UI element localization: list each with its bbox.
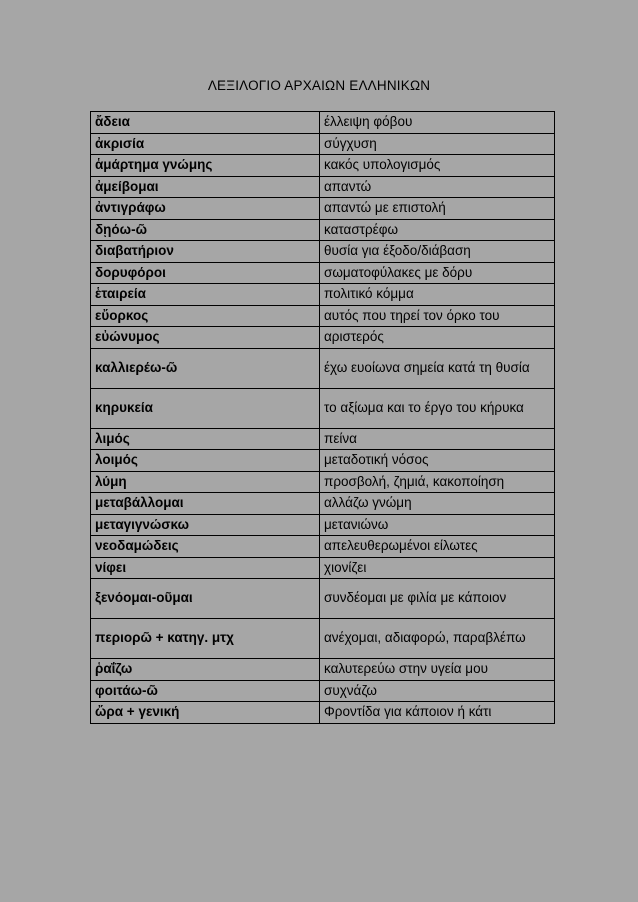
term-cell: νεοδαμώδεις: [91, 536, 320, 558]
term-cell: καλλιερέω-ῶ: [91, 348, 320, 388]
meaning-cell: κακός υπολογισμός: [320, 155, 555, 177]
term-cell: δῃόω-ῶ: [91, 219, 320, 241]
table-row: [91, 262, 555, 284]
term-cell: ἀντιγράφω: [91, 198, 320, 220]
term-cell: κηρυκεία: [91, 388, 320, 428]
term-cell: νίφει: [91, 557, 320, 579]
meaning-cell: Φροντίδα για κάποιον ή κάτι: [320, 702, 555, 724]
term-cell: ἑταιρεία: [91, 284, 320, 306]
table-row: [91, 680, 555, 702]
term-cell: μεταγιγνώσκω: [91, 514, 320, 536]
meaning-cell: πείνα: [320, 428, 555, 450]
meaning-cell: έλλειψη φόβου: [320, 112, 555, 134]
table-row: [91, 241, 555, 263]
meaning-cell: θυσία για έξοδο/διάβαση: [320, 241, 555, 263]
meaning-cell: καλυτερεύω στην υγεία μου: [320, 659, 555, 681]
term-cell: εὔορκος: [91, 305, 320, 327]
table-row: [91, 305, 555, 327]
meaning-cell: ανέχομαι, αδιαφορώ, παραβλέπω: [320, 619, 555, 659]
table-row: [91, 428, 555, 450]
meaning-cell: συνδέομαι με φιλία με κάποιον: [320, 579, 555, 619]
meaning-cell: χιονίζει: [320, 557, 555, 579]
meaning-cell: σύγχυση: [320, 133, 555, 155]
meaning-cell: πολιτικό κόμμα: [320, 284, 555, 306]
table-row: [91, 579, 555, 619]
table-row: [91, 619, 555, 659]
term-cell: φοιτάω-ῶ: [91, 680, 320, 702]
table-row: [91, 557, 555, 579]
term-cell: δορυφόροι: [91, 262, 320, 284]
term-cell: μεταβάλλομαι: [91, 493, 320, 515]
table-row: [91, 471, 555, 493]
table-row: [91, 327, 555, 349]
meaning-cell: μεταδοτική νόσος: [320, 450, 555, 472]
meaning-cell: απελευθερωμένοι είλωτες: [320, 536, 555, 558]
meaning-cell: αλλάζω γνώμη: [320, 493, 555, 515]
term-cell: περιορῶ + κατηγ. μτχ: [91, 619, 320, 659]
term-cell: ἁμάρτημα γνώμης: [91, 155, 320, 177]
table-row: [91, 284, 555, 306]
meaning-cell: μετανιώνω: [320, 514, 555, 536]
term-cell: ξενόομαι-οῦμαι: [91, 579, 320, 619]
meaning-cell: σωματοφύλακες με δόρυ: [320, 262, 555, 284]
table-row: [91, 514, 555, 536]
table-row: [91, 133, 555, 155]
meaning-cell: προσβολή, ζημιά, κακοποίηση: [320, 471, 555, 493]
meaning-cell: αριστερός: [320, 327, 555, 349]
table-row: [91, 659, 555, 681]
meaning-cell: καταστρέφω: [320, 219, 555, 241]
term-cell: διαβατήριον: [91, 241, 320, 263]
page-title: ΛΕΞΙΛΟΓΙΟ ΑΡΧΑΙΩΝ ΕΛΛΗΝΙΚΩΝ: [207, 78, 431, 93]
table-row: [91, 112, 555, 134]
meaning-cell: αυτός που τηρεί τον όρκο του: [320, 305, 555, 327]
table-row: [91, 348, 555, 388]
meaning-cell: το αξίωμα και το έργο του κήρυκα: [320, 388, 555, 428]
meaning-cell: έχω ευοίωνα σημεία κατά τη θυσία: [320, 348, 555, 388]
table-row: [91, 219, 555, 241]
glossary-table: [90, 111, 555, 724]
table-row: [91, 388, 555, 428]
table-row: [91, 536, 555, 558]
meaning-cell: απαντώ με επιστολή: [320, 198, 555, 220]
term-cell: λύμη: [91, 471, 320, 493]
meaning-cell: απαντώ: [320, 176, 555, 198]
table-row: [91, 493, 555, 515]
term-cell: ἀκρισία: [91, 133, 320, 155]
table-row: [91, 155, 555, 177]
table-row: [91, 176, 555, 198]
term-cell: ῥαΐζω: [91, 659, 320, 681]
term-cell: λιμός: [91, 428, 320, 450]
term-cell: εὐώνυμος: [91, 327, 320, 349]
table-row: [91, 450, 555, 472]
term-cell: ὤρα + γενική: [91, 702, 320, 724]
term-cell: ἀμείβομαι: [91, 176, 320, 198]
term-cell: λοιμός: [91, 450, 320, 472]
term-cell: ἄδεια: [91, 112, 320, 134]
meaning-cell: συχνάζω: [320, 680, 555, 702]
table-row: [91, 198, 555, 220]
table-row: [91, 702, 555, 724]
